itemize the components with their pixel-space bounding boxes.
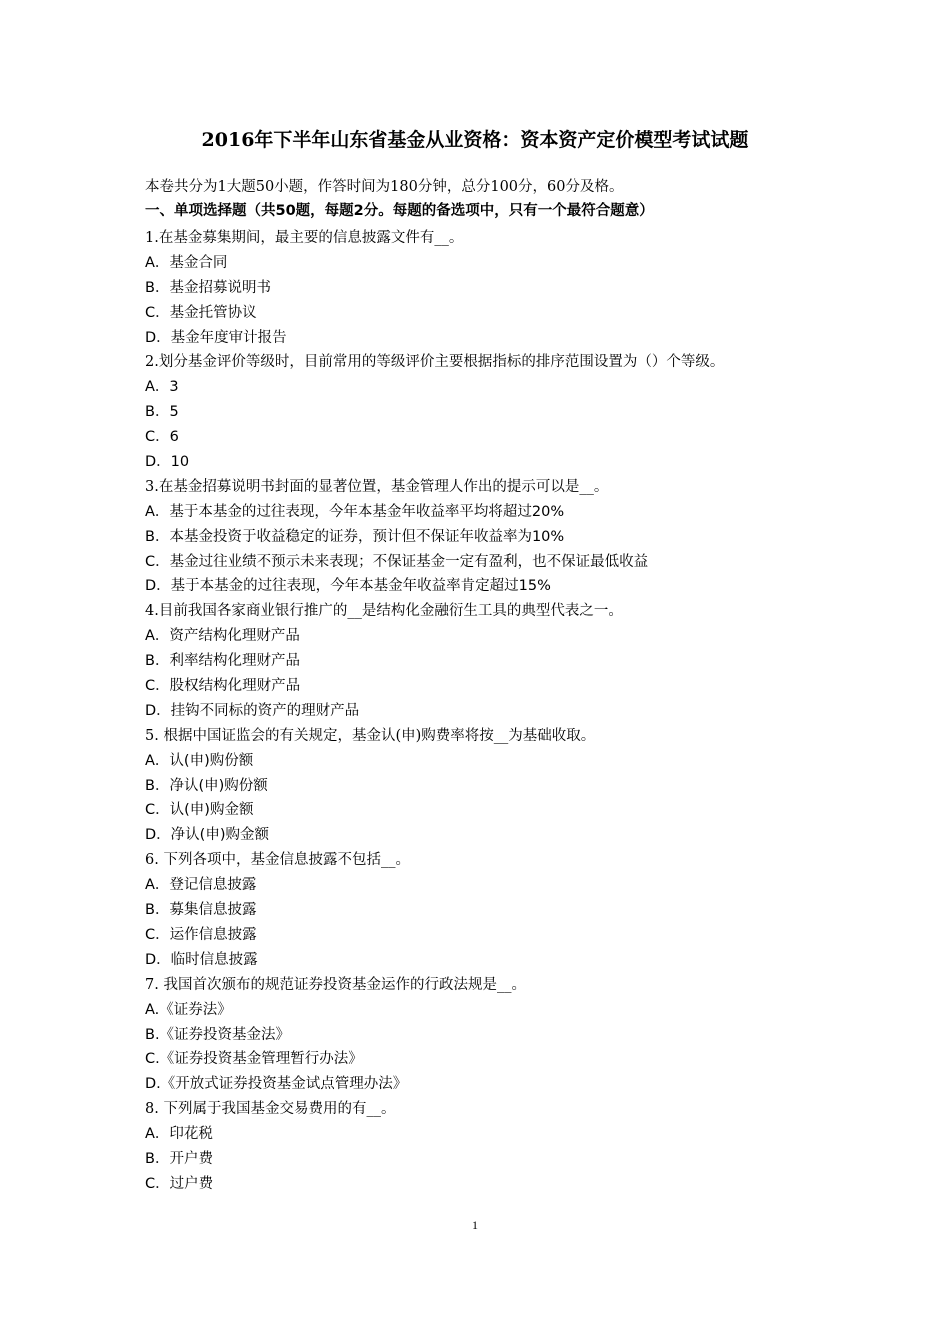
answer-option: A．基于本基金的过往表现，今年本基金年收益率平均将超过20% bbox=[145, 503, 565, 520]
answer-option: B．本基金投资于收益稳定的证券，预计但不保证年收益率为10% bbox=[145, 528, 565, 545]
answer-option: C．过户费 bbox=[145, 1175, 214, 1192]
question-text: 6. 下列各项中，基金信息披露不包括__。 bbox=[145, 852, 410, 869]
answer-option: A．认(申)购份额 bbox=[145, 752, 254, 769]
answer-option: C．6 bbox=[145, 429, 179, 446]
question-text: 1.在基金募集期间，最主要的信息披露文件有__。 bbox=[145, 230, 464, 246]
answer-option: A．登记信息披露 bbox=[145, 877, 257, 894]
answer-option: B．利率结构化理财产品 bbox=[145, 653, 300, 670]
section-heading: 一、单项选择题（共50题，每题2分。每题的备选项中，只有一个最符合题意） bbox=[145, 203, 654, 219]
answer-option: B．募集信息披露 bbox=[145, 902, 257, 919]
exam-intro: 本卷共分为1大题50小题，作答时间为180分钟，总分100分，60分及格。 bbox=[145, 179, 624, 195]
answer-option: B．基金招募说明书 bbox=[145, 279, 271, 296]
question-text: 7. 我国首次颁布的规范证券投资基金运作的行政法规是__。 bbox=[145, 976, 526, 993]
answer-option: D.《开放式证券投资基金试点管理办法》 bbox=[145, 1076, 408, 1093]
answer-option: C．认(申)购金额 bbox=[145, 802, 254, 819]
answer-option: B．开户费 bbox=[145, 1150, 213, 1167]
answer-option: A．基金合同 bbox=[145, 254, 228, 271]
answer-option: D．净认(申)购金额 bbox=[145, 827, 269, 844]
answer-option: D．基于本基金的过往表现，今年本基金年收益率肯定超过15% bbox=[145, 578, 551, 595]
question-text: 3.在基金招募说明书封面的显著位置，基金管理人作出的提示可以是__。 bbox=[145, 478, 609, 495]
answer-option: D．基金年度审计报告 bbox=[145, 329, 287, 346]
question-text: 5. 根据中国证监会的有关规定，基金认(申)购费率将按__为基础收取。 bbox=[145, 727, 596, 744]
answer-option: C.《证券投资基金管理暂行办法》 bbox=[145, 1051, 363, 1068]
question-text: 8. 下列属于我国基金交易费用的有__。 bbox=[145, 1101, 396, 1118]
answer-option: B．净认(申)购份额 bbox=[145, 777, 268, 794]
page-number: 1 bbox=[472, 1218, 478, 1232]
answer-option: C．基金托管协议 bbox=[145, 304, 257, 321]
answer-option: A.《证券法》 bbox=[145, 1001, 232, 1018]
answer-option: A．3 bbox=[145, 379, 179, 396]
answer-option: D．临时信息披露 bbox=[145, 951, 258, 968]
answer-option: A．资产结构化理财产品 bbox=[145, 628, 300, 645]
answer-option: D．挂钩不同标的资产的理财产品 bbox=[145, 702, 360, 719]
answer-option: C．股权结构化理财产品 bbox=[145, 678, 301, 695]
answer-option: B.《证券投资基金法》 bbox=[145, 1026, 291, 1043]
question-list bbox=[145, 226, 845, 1197]
answer-option: C．运作信息披露 bbox=[145, 926, 257, 943]
question-text: 4.目前我国各家商业银行推广的__是结构化金融衍生工具的典型代表之一。 bbox=[145, 603, 623, 620]
answer-option: A．印花税 bbox=[145, 1126, 213, 1143]
document-title: 2016年下半年山东省基金从业资格：资本资产定价模型考试试题 bbox=[201, 129, 749, 151]
answer-option: B．5 bbox=[145, 404, 179, 421]
answer-option: C．基金过往业绩不预示未来表现；不保证基金一定有盈利，也不保证最低收益 bbox=[145, 553, 649, 570]
answer-option: D．10 bbox=[145, 454, 190, 471]
question-text: 2.划分基金评价等级时，目前常用的等级评价主要根据指标的排序范围设置为（）个等级。 bbox=[145, 354, 725, 371]
